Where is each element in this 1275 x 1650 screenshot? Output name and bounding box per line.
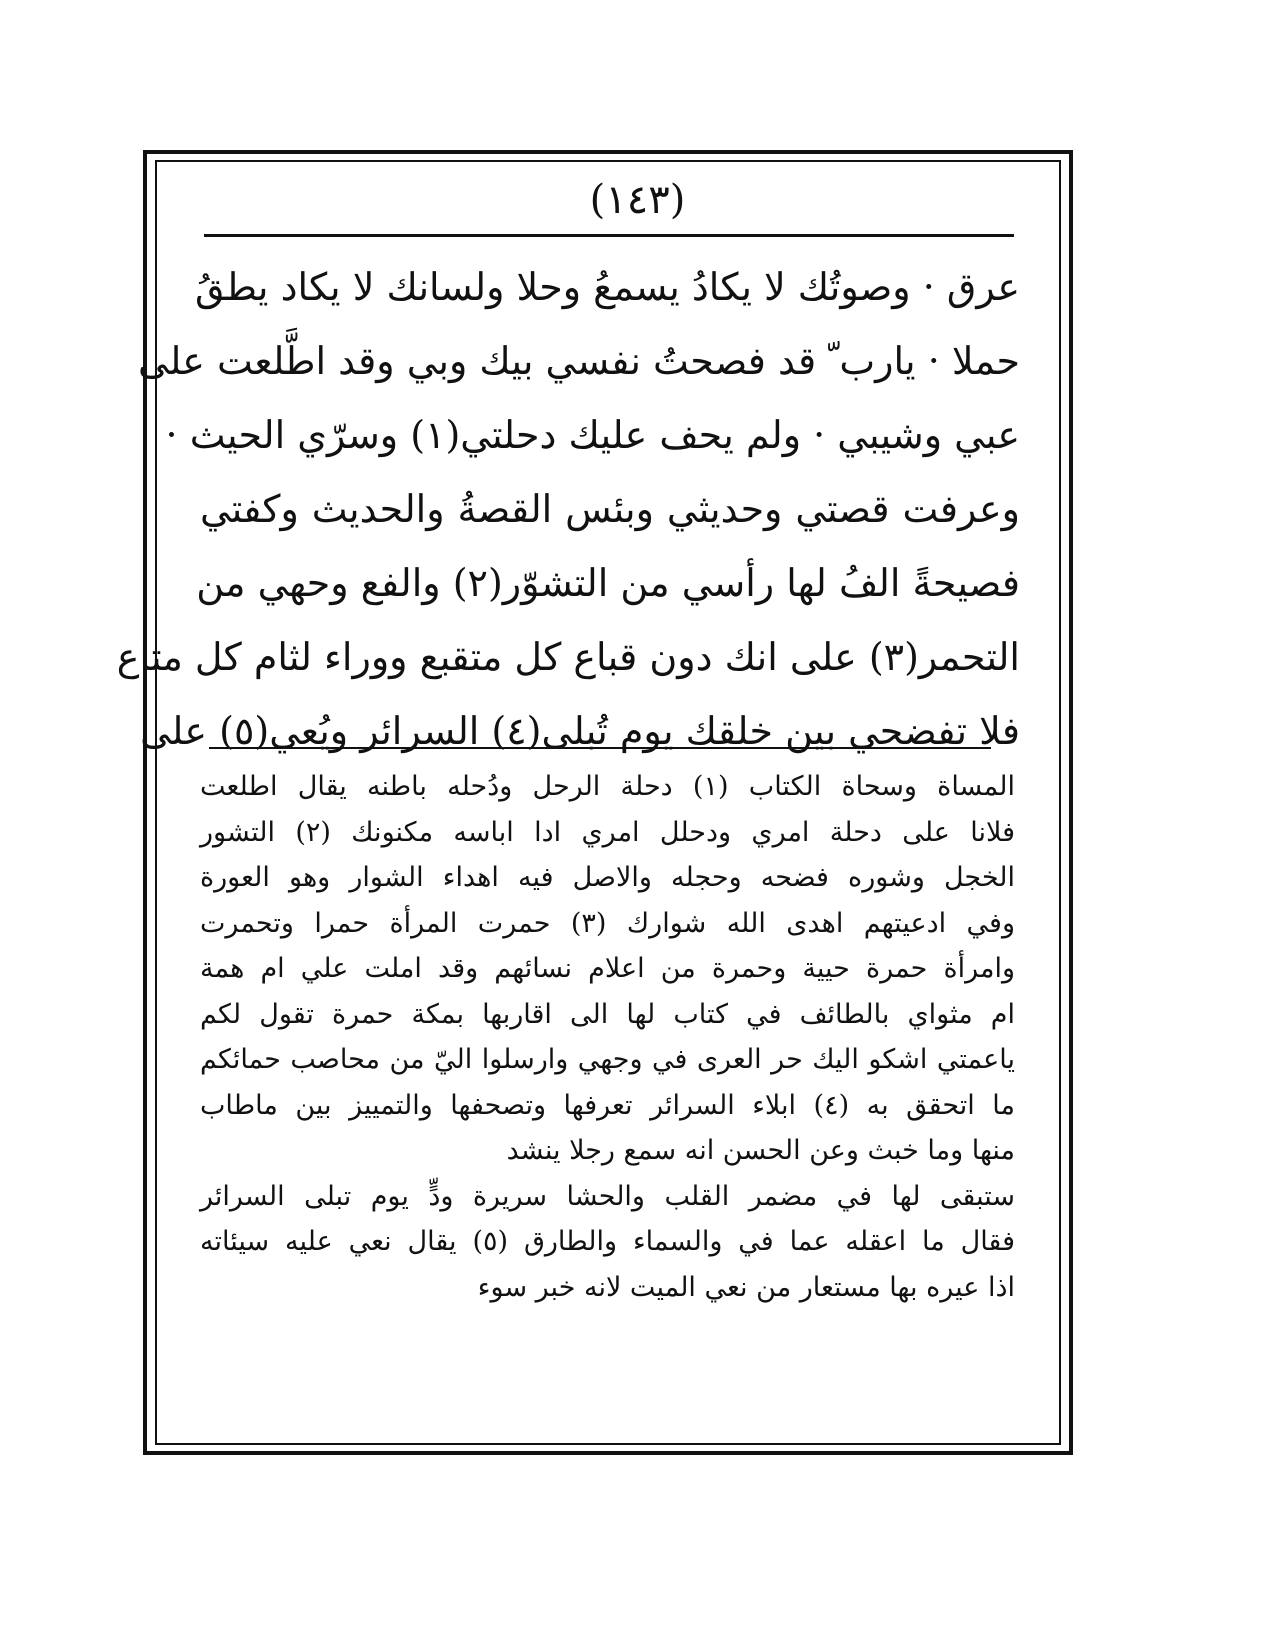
footnote-line: ما اتحقق به (٤) ابلاء السرائر تعرفها وتصحفها والتمييز بين ماطاب (200, 1089, 1015, 1121)
footnote-line: الخجل وشوره فضحه وحجله والاصل فيه اهداء الشوار وهو العورة (200, 862, 1015, 893)
main-text-line: حملا · يارب ّ قد فصحتُ نفسي بيك وبي وقد اطَّلعت على (138, 339, 1020, 383)
main-text-block (116, 250, 1020, 768)
main-text-line: وعرفت قصتي وحديثي وبئس القصةُ والحديث وكفتي (200, 487, 1020, 531)
footnote-line: وفي ادعيتهم اهدى الله شوارك (٣) حمرت المرأة حمرا وتحمرت (200, 907, 1016, 939)
header-rule (204, 234, 1014, 237)
footnote-line: ياعمتي اشكو اليك حر العرى في وجهي وارسلوا اليّ من محاصب حمائكم (200, 1044, 1015, 1075)
main-text-line: عبي وشيبي · ولم يحف عليك دحلتي(١) وسرّي الحيث · (165, 413, 1020, 457)
main-text-line: فلا تفضحي بين خلقك يوم تُبلى(٤) السرائر ويُعي(٥) على (140, 709, 1020, 753)
page-number: (١٤٣) (589, 177, 686, 223)
footnote-line: فقال ما اعقله عما في والسماء والطارق (٥) يقال نعي عليه سيئاته (200, 1226, 1015, 1257)
poetry-line: ستبقى لها في مضمر القلب والحشا سريرة ودٍّ يوم تبلى السرائر (200, 1180, 1015, 1212)
main-text-line: عرق · وصوتُك لا يكادُ يسمعُ وحلا ولسانك لا يكاد يطقُ (195, 265, 1020, 309)
footnotes-block (200, 764, 1015, 1310)
footnote-line: منها وما خبث وعن الحسن انه سمع رجلا ينشد (506, 1135, 1015, 1166)
footnote-line: المساة وسحاة الكتاب (١) دحلة الرحل ودُحله باطنه يقال اطلعت (200, 771, 1015, 802)
footnote-line: اذا عيره بها مستعار من نعي الميت لانه خبر سوء (477, 1271, 1015, 1303)
footnote-line: فلانا على دحلة امري ودحلل امري ادا اباسه مكنونك (٢) التشور (200, 816, 1015, 848)
main-text-line: فصيحةً الفُ لها رأسي من التشوّر(٢) والفع وحهي من (196, 561, 1020, 605)
footnote-separator (209, 747, 991, 749)
footnote-line: ام مثواي بالطائف في كتاب لها الى اقاربها بمكة حمرة تقول لكم (200, 998, 1015, 1030)
footnote-line: وامرأة حمرة حيية وحمرة من اعلام نسائهم وقد املت علي ام همة (200, 953, 1015, 984)
main-text-line: التحمر(٣) على انك دون قباع كل متقبع ووراء لثام كل متاع (116, 635, 1020, 679)
